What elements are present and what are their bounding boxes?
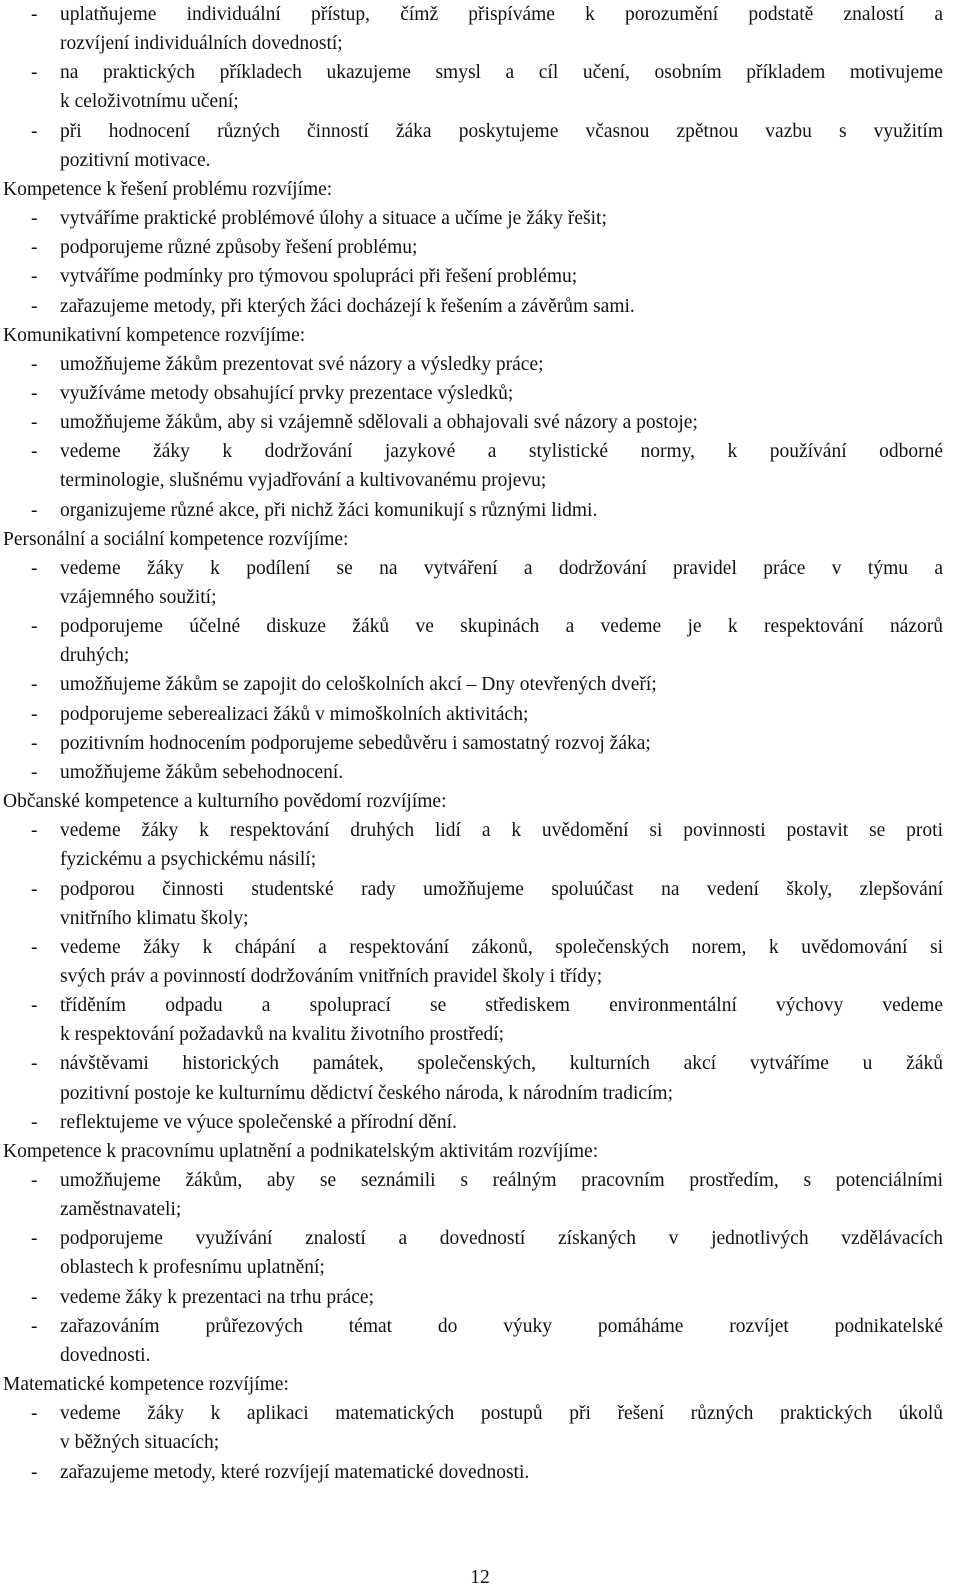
list-item xyxy=(0,0,960,29)
list-item xyxy=(0,612,960,641)
item-text: pozitivním hodnocením podporujeme sebedůvěru i samostatný rozvoj žáka; xyxy=(60,732,651,754)
list-item xyxy=(0,58,960,87)
item-text: vedeme žáky k chápání a respektování zákonů, společenských norem, k uvědomování si xyxy=(60,936,943,958)
item-text: zařazujeme metody, při kterých žáci docházejí k řešením a závěrům sami. xyxy=(60,295,635,317)
item-text: podporujeme účelné diskuze žáků ve skupinách a vedeme je k respektování názorů xyxy=(60,616,943,638)
item-text: pozitivní motivace. xyxy=(60,149,211,171)
list-item xyxy=(0,408,960,437)
bullet-dash: - xyxy=(31,703,38,725)
section-heading xyxy=(0,1370,960,1399)
list-item xyxy=(0,758,960,787)
list-item xyxy=(0,875,960,904)
item-text: využíváme metody obsahující prvky prezentace výsledků; xyxy=(60,382,514,404)
list-item xyxy=(0,933,960,962)
item-text: vnitřního klimatu školy; xyxy=(60,907,249,929)
bullet-dash: - xyxy=(31,412,38,434)
list-item-continuation xyxy=(0,29,960,58)
list-item xyxy=(0,204,960,233)
bullet-dash: - xyxy=(31,266,38,288)
bullet-dash: - xyxy=(31,1403,38,1425)
item-text: vytváříme podmínky pro týmovou spolupráci při řešení problému; xyxy=(60,266,578,288)
bullet-dash: - xyxy=(31,295,38,317)
page-number: 12 xyxy=(470,1567,490,1588)
list-item-continuation xyxy=(0,1341,960,1370)
list-item xyxy=(0,991,960,1020)
bullet-dash: - xyxy=(31,1170,38,1191)
list-item-continuation xyxy=(0,962,960,991)
item-text: umožňujeme žákům, aby si vzájemně sdělovali a obhajovali své názory a postoje; xyxy=(60,412,698,434)
bullet-dash: - xyxy=(31,499,38,521)
bullet-dash: - xyxy=(31,616,38,638)
list-item xyxy=(0,292,960,321)
section-heading xyxy=(0,1137,960,1166)
item-text: umožňujeme žákům se zapojit do celoškolních akcí – Dny otevřených dveří; xyxy=(60,674,657,696)
list-item xyxy=(0,816,960,845)
list-item-continuation xyxy=(0,466,960,495)
item-text: podporujeme seberealizaci žáků v mimoškolních aktivitách; xyxy=(60,703,529,725)
heading-text: Personální a sociální kompetence rozvíjíme: xyxy=(3,528,349,550)
list-item-continuation xyxy=(0,845,960,874)
bullet-dash: - xyxy=(31,1053,38,1075)
list-item-continuation xyxy=(0,583,960,612)
list-item-continuation xyxy=(0,1020,960,1049)
list-item-continuation xyxy=(0,87,960,116)
item-text: umožňujeme žákům prezentovat své názory a výsledky práce; xyxy=(60,353,544,375)
heading-text: Kompetence k řešení problému rozvíjíme: xyxy=(3,178,333,200)
item-text: vedeme žáky k dodržování jazykové a stylistické normy, k používání odborné xyxy=(60,441,943,463)
item-text: vedeme žáky k aplikaci matematických postupů při řešení různých praktických úkolů xyxy=(60,1403,943,1425)
bullet-dash: - xyxy=(31,557,38,579)
heading-text: Kompetence k pracovnímu uplatnění a podnikatelským aktivitám rozvíjíme: xyxy=(3,1140,599,1162)
list-item-continuation xyxy=(0,146,960,175)
bullet-dash: - xyxy=(31,1286,38,1308)
list-item xyxy=(0,496,960,525)
bullet-dash: - xyxy=(31,936,38,958)
item-text: k respektování požadavků na kvalitu životního prostředí; xyxy=(60,1024,505,1046)
item-text: pozitivní postoje ke kulturnímu dědictví českého národa, k národním tradicím; xyxy=(60,1082,674,1104)
item-text: podporujeme využívání znalostí a dovedností získaných v jednotlivých vzdělávacích xyxy=(60,1228,943,1250)
item-text: zařazujeme metody, které rozvíjejí matematické dovednosti. xyxy=(60,1461,530,1483)
bullet-dash: - xyxy=(31,1228,38,1250)
bullet-dash: - xyxy=(31,237,38,259)
item-text: svých práv a povinností dodržováním vnitřních pravidel školy i třídy; xyxy=(60,965,603,987)
bullet-dash: - xyxy=(31,1111,38,1133)
item-text: umožňujeme žákům sebehodnocení. xyxy=(60,761,344,783)
item-text: zařazováním průřezových témat do výuky pomáháme rozvíjet podnikatelské xyxy=(60,1315,943,1337)
list-item xyxy=(0,1224,960,1253)
item-text: druhých; xyxy=(60,645,130,667)
item-text: fyzickému a psychickému násilí; xyxy=(60,849,317,871)
item-text: na praktických příkladech ukazujeme smysl a cíl učení, osobním příkladem motivujeme xyxy=(60,62,943,84)
bullet-dash: - xyxy=(31,120,38,142)
list-item xyxy=(0,700,960,729)
heading-text: Komunikativní kompetence rozvíjíme: xyxy=(3,324,306,346)
list-item xyxy=(0,1458,960,1487)
item-text: uplatňujeme individuální přístup, čímž přispíváme k porozumění podstatě znalostí a xyxy=(60,4,943,25)
item-text: vedeme žáky k respektování druhých lidí a k uvědomění si povinnosti postavit se proti xyxy=(60,820,943,842)
list-item-continuation xyxy=(0,641,960,670)
list-item xyxy=(0,233,960,262)
bullet-dash: - xyxy=(31,995,38,1017)
list-item xyxy=(0,117,960,146)
list-item xyxy=(0,437,960,466)
list-item xyxy=(0,262,960,291)
item-text: dovednosti. xyxy=(60,1344,151,1366)
bullet-dash: - xyxy=(31,674,38,696)
list-item-continuation xyxy=(0,1195,960,1224)
list-item xyxy=(0,1399,960,1428)
bullet-dash: - xyxy=(31,208,38,230)
item-text: návštěvami historických památek, společenských, kulturních akcí vytváříme u žáků xyxy=(60,1053,943,1075)
list-item-continuation xyxy=(0,1079,960,1108)
item-text: vzájemného soužití; xyxy=(60,587,217,608)
heading-text: Matematické kompetence rozvíjíme: xyxy=(3,1374,289,1396)
bullet-dash: - xyxy=(31,820,38,842)
list-item xyxy=(0,350,960,379)
list-item xyxy=(0,1166,960,1195)
section-heading xyxy=(0,525,960,554)
item-text: reflektujeme ve výuce společenské a přírodní dění. xyxy=(60,1111,457,1133)
list-item xyxy=(0,1049,960,1078)
list-item xyxy=(0,1312,960,1341)
bullet-dash: - xyxy=(31,441,38,463)
bullet-dash: - xyxy=(31,353,38,375)
bullet-dash: - xyxy=(31,732,38,754)
item-text: terminologie, slušnému vyjadřování a kultivovanému projevu; xyxy=(60,470,547,492)
bullet-dash: - xyxy=(31,382,38,404)
bullet-dash: - xyxy=(31,761,38,783)
item-text: vedeme žáky k prezentaci na trhu práce; xyxy=(60,1286,374,1308)
item-text: podporou činnosti studentské rady umožňujeme spoluúčast na vedení školy, zlepšování xyxy=(60,878,943,900)
section-heading xyxy=(0,787,960,816)
heading-text: Občanské kompetence a kulturního povědomí rozvíjíme: xyxy=(3,791,447,813)
list-item xyxy=(0,670,960,699)
bullet-dash: - xyxy=(31,1315,38,1337)
item-text: oblastech k profesnímu uplatnění; xyxy=(60,1257,325,1279)
item-text: umožňujeme žákům, aby se seznámili s reálným pracovním prostředím, s potenciálními xyxy=(60,1170,943,1191)
item-text: zaměstnavateli; xyxy=(60,1199,182,1221)
bullet-dash: - xyxy=(31,878,38,900)
item-text: vytváříme praktické problémové úlohy a situace a učíme je žáky řešit; xyxy=(60,208,607,230)
list-item-continuation xyxy=(0,1428,960,1457)
item-text: k celoživotnímu učení; xyxy=(60,91,239,113)
bullet-dash: - xyxy=(31,1461,38,1483)
list-item xyxy=(0,1108,960,1137)
item-text: tříděním odpadu a spoluprací se střediskem environmentální výchovy vedeme xyxy=(60,995,943,1017)
list-item xyxy=(0,554,960,583)
list-item xyxy=(0,379,960,408)
item-text: rozvíjení individuálních dovedností; xyxy=(60,33,343,55)
item-text: v běžných situacích; xyxy=(60,1432,220,1454)
item-text: podporujeme různé způsoby řešení problému; xyxy=(60,237,418,259)
bullet-dash: - xyxy=(31,62,38,84)
list-item xyxy=(0,729,960,758)
list-item-continuation xyxy=(0,904,960,933)
item-text: vedeme žáky k podílení se na vytváření a dodržování pravidel práce v týmu a xyxy=(60,557,943,579)
bullet-dash: - xyxy=(31,4,38,25)
list-item xyxy=(0,1283,960,1312)
section-heading xyxy=(0,175,960,204)
item-text: organizujeme různé akce, při nichž žáci komunikují s různými lidmi. xyxy=(60,499,598,521)
section-heading xyxy=(0,321,960,350)
list-item-continuation xyxy=(0,1253,960,1282)
item-text: při hodnocení různých činností žáka poskytujeme včasnou zpětnou vazbu s využitím xyxy=(60,120,943,142)
